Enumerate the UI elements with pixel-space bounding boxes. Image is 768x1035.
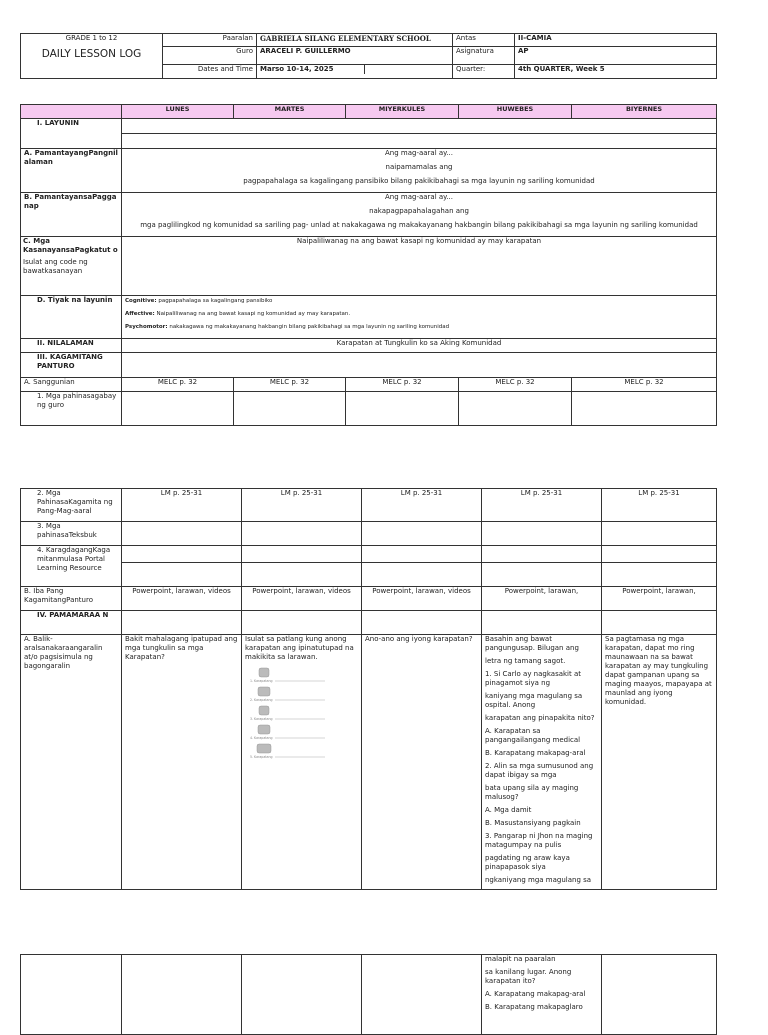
melc-biyernes: MELC p. 32 bbox=[572, 378, 717, 392]
lesson-table-1 bbox=[20, 104, 717, 426]
pamamaraan-huwebes bbox=[482, 611, 602, 635]
karagdagan2-biyernes bbox=[602, 563, 717, 587]
tiyak-na-layunin bbox=[122, 296, 717, 339]
huwebes-line-10: A. Mga damit bbox=[485, 806, 532, 814]
quarter-value: 4th QUARTER, Week 5 bbox=[515, 65, 717, 79]
gabay-lunes bbox=[122, 392, 234, 426]
balik-aral-biyernes: Sa pagtamasa ng mga karapatan, dapat mo ring maunawaan na sa bawat karapatan ay may tungkuling dapat gampanan upang sa maging maayos, mapayapa at maunlad ang iyong komunidad. bbox=[602, 635, 717, 890]
affective-label: Affective: bbox=[125, 311, 155, 317]
lm-lunes: LM p. 25-31 bbox=[122, 489, 242, 522]
gabay-huwebes bbox=[459, 392, 572, 426]
layunin-label: I. LAYUNIN bbox=[21, 119, 122, 149]
a-line-1: Ang mag-aaral ay... bbox=[385, 149, 453, 157]
sanggunian-label: A. Sanggunian bbox=[21, 378, 122, 392]
p3-huwebes-line-2: sa kanilang lugar. Anong karapatan ito? bbox=[485, 968, 572, 985]
martes-line-3: 3. Karapatang bbox=[250, 717, 273, 721]
pamamaraan-miyerkules bbox=[362, 611, 482, 635]
paaralan-label: Paaralan bbox=[163, 34, 257, 47]
school-name: GABRIELA SILANG ELEMENTARY SCHOOL bbox=[257, 34, 453, 47]
balik-aral-lunes: Bakit mahalagang ipatupad ang mga tungkulin sa mga Karapatan? bbox=[122, 635, 242, 890]
teksbuk-label: 3. Mga pahinasaTeksbuk bbox=[21, 522, 122, 546]
header-table bbox=[20, 33, 717, 79]
karagdagan-label: 4. KaragdagangKaga mitanmulasa Portal Learning Resource bbox=[21, 546, 122, 587]
teacher-name: ARACELI P. GUILLERMO bbox=[257, 47, 453, 65]
huwebes-line-13: pagdating ng araw kaya pinapapasok siya bbox=[485, 854, 570, 871]
huwebes-line-1: Basahin ang bawat pangungusap. Bilugan ang bbox=[485, 635, 579, 652]
huwebes-line-2: letra ng tamang sagot. bbox=[485, 657, 566, 665]
iba-lunes: Powerpoint, larawan, videos bbox=[122, 587, 242, 611]
huwebes-line-14: ngkaniyang mga magulang sa bbox=[485, 876, 592, 884]
guro-label: Guro bbox=[163, 47, 257, 65]
cognitive-label: Cognitive: bbox=[125, 298, 157, 304]
p3-martes bbox=[242, 955, 362, 1035]
layunin-blank-1 bbox=[122, 119, 717, 134]
gabay-guro-label: 1. Mga pahinasagabay ng guro bbox=[21, 392, 122, 426]
huwebes-line-9: bata upang sila ay maging malusog? bbox=[485, 784, 579, 801]
karagdagan2-lunes bbox=[122, 563, 242, 587]
karagdagan2-miyerkules bbox=[362, 563, 482, 587]
a-line-3: pagpapahalaga sa kagalingang pansibiko bilang pakikibahagi sa mga layunin ng sariling komunidad bbox=[243, 177, 595, 185]
martes-line-1: 1. Karapatang bbox=[250, 679, 273, 683]
teksbuk-huwebes bbox=[482, 522, 602, 546]
p3-huwebes-line-1: malapit na paaralan bbox=[485, 955, 556, 963]
karagdagan-martes bbox=[242, 546, 362, 563]
pamantayan-sa-pagganap bbox=[122, 193, 717, 237]
lm-biyernes: LM p. 25-31 bbox=[602, 489, 717, 522]
teksbuk-biyernes bbox=[602, 522, 717, 546]
huwebes-line-5: karapatan ang pinapakita nito? bbox=[485, 714, 595, 722]
asignatura-label: Asignatura bbox=[453, 47, 515, 65]
iba-pang-kagamitan-label: B. Iba Pang KagamitangPanturo bbox=[21, 587, 122, 611]
gabay-martes bbox=[234, 392, 346, 426]
affective-text: Naipaliliwanag na ang bawat kasapi ng komunidad ay may karapatan. bbox=[156, 311, 351, 317]
karapatan-illustration bbox=[247, 666, 327, 766]
kagamitan-label: III. KAGAMITANG PANTURO bbox=[21, 353, 122, 378]
b-line-1: Ang mag-aaral ay... bbox=[385, 193, 453, 201]
melc-martes: MELC p. 32 bbox=[234, 378, 346, 392]
melc-lunes: MELC p. 32 bbox=[122, 378, 234, 392]
cognitive-text: pagpapahalaga sa kagalingang pansibiko bbox=[158, 298, 273, 304]
teksbuk-martes bbox=[242, 522, 362, 546]
huwebes-line-4: kaniyang mga magulang sa ospital. Anong bbox=[485, 692, 583, 709]
pamamaraan-label: IV. PAMAMARAA N bbox=[21, 611, 122, 635]
gabay-biyernes bbox=[572, 392, 717, 426]
martes-line-4: 4. Karapatang bbox=[250, 736, 273, 740]
p3-huwebes bbox=[482, 955, 602, 1035]
a-line-2: naipamamalas ang bbox=[385, 163, 453, 171]
martes-line-5: 5. Karapatang bbox=[250, 755, 273, 759]
kagamitan-blank bbox=[122, 353, 717, 378]
p3-biyernes bbox=[602, 955, 717, 1035]
p3-label bbox=[21, 955, 122, 1035]
huwebes-line-8: 2. Alin sa mga sumusunod ang dapat ibigay sa mga bbox=[485, 762, 594, 779]
kasanayan-code-note: Isulat ang code ng bawatkasanayan bbox=[23, 258, 88, 275]
page-title: DAILY LESSON LOG bbox=[21, 47, 163, 79]
balik-aral-huwebes bbox=[482, 635, 602, 890]
day-header-biyernes: BIYERNES bbox=[572, 105, 717, 119]
karagdagan-biyernes bbox=[602, 546, 717, 563]
lesson-table-2 bbox=[20, 488, 717, 890]
gabay-miyerkules bbox=[346, 392, 459, 426]
lm-huwebes: LM p. 25-31 bbox=[482, 489, 602, 522]
balik-aral-label: A. Balik- aralsanakaraangaralin at/o pagsisimula ng bagongaralin bbox=[21, 635, 122, 890]
iba-biyernes: Powerpoint, larawan, bbox=[602, 587, 717, 611]
karagdagan2-martes bbox=[242, 563, 362, 587]
grade-label: GRADE 1 to 12 bbox=[21, 34, 163, 47]
karagdagan2-huwebes bbox=[482, 563, 602, 587]
iba-huwebes: Powerpoint, larawan, bbox=[482, 587, 602, 611]
p3-miyerkules bbox=[362, 955, 482, 1035]
quarter-label: Quarter: bbox=[453, 65, 515, 79]
dates-label: Dates and Time bbox=[163, 65, 257, 79]
iba-miyerkules: Powerpoint, larawan, videos bbox=[362, 587, 482, 611]
martes-line-2: 2. Karapatang bbox=[250, 698, 273, 702]
grade-section: II-CAMIA bbox=[515, 34, 717, 47]
pamamaraan-martes bbox=[242, 611, 362, 635]
pamamaraan-lunes bbox=[122, 611, 242, 635]
p3-lunes bbox=[122, 955, 242, 1035]
iba-martes: Powerpoint, larawan, videos bbox=[242, 587, 362, 611]
day-header-lunes: LUNES bbox=[122, 105, 234, 119]
pamamaraan-biyernes bbox=[602, 611, 717, 635]
teksbuk-lunes bbox=[122, 522, 242, 546]
pamantayang-pangnilalaman bbox=[122, 149, 717, 193]
huwebes-line-12: 3. Pangarap ni Jhon na maging matagumpay na pulis bbox=[485, 832, 593, 849]
corner-cell bbox=[21, 105, 122, 119]
lm-miyerkules: LM p. 25-31 bbox=[362, 489, 482, 522]
dates-cell bbox=[257, 65, 453, 79]
huwebes-line-6: A. Karapatan sa pangangailangang medical bbox=[485, 727, 581, 744]
b-line-3: mga paglilingkod ng komunidad sa sariling pag- unlad at nakakagawa ng makakayanang hakbangin bilang pakikibahagi sa mga layunin ng sariling komunidad bbox=[140, 221, 698, 229]
p3-huwebes-line-3: A. Karapatang makapag-aral bbox=[485, 990, 586, 998]
kasanayan-label: C. Mga KasanayansaPagkatut o bbox=[23, 237, 118, 254]
melc-huwebes: MELC p. 32 bbox=[459, 378, 572, 392]
dates-value: Marso 10-14, 2025 bbox=[257, 65, 365, 74]
kasanayan-cell bbox=[21, 237, 122, 296]
p3-huwebes-line-4: B. Karapatang makapaglaro bbox=[485, 1003, 583, 1011]
dates-blank bbox=[365, 65, 452, 74]
nilalaman-label: II. NILALAMAN bbox=[21, 339, 122, 353]
balik-aral-miyerkules: Ano-ano ang iyong karapatan? bbox=[362, 635, 482, 890]
teksbuk-miyerkules bbox=[362, 522, 482, 546]
kasanayan-text: Naipaliliwanag na ang bawat kasapi ng komunidad ay may karapatan bbox=[122, 237, 717, 296]
pamantayang-pangnilalaman-label: A. PamantayangPangnil alaman bbox=[21, 149, 122, 193]
lesson-table-3 bbox=[20, 954, 717, 1035]
pamantayan-sa-pagganap-label: B. PamantayansaPagga nap bbox=[21, 193, 122, 237]
lm-label: 2. Mga PahinasaKagamita ng Pang-Mag-aaral bbox=[21, 489, 122, 522]
martes-instruction: Isulat sa patlang kung anong karapatan ang ipinatutupad na makikita sa larawan. bbox=[245, 635, 354, 661]
nilalaman-text: Karapatan at Tungkulin ko sa Aking Komunidad bbox=[122, 339, 717, 353]
huwebes-line-7: B. Karapatang makapag-aral bbox=[485, 749, 586, 757]
psychomotor-text: nakakagawa ng makakayanang hakbangin bilang pakikibahagi sa mga layunin ng sariling komunidad bbox=[169, 324, 450, 330]
tiyak-na-layunin-label: D. Tiyak na layunin bbox=[21, 296, 122, 339]
psychomotor-label: Psychomotor: bbox=[125, 324, 168, 330]
day-header-huwebes: HUWEBES bbox=[459, 105, 572, 119]
karagdagan-lunes bbox=[122, 546, 242, 563]
layunin-blank-2 bbox=[122, 134, 717, 149]
subject-value: AP bbox=[515, 47, 717, 65]
b-line-2: nakapagpapahalagahan ang bbox=[369, 207, 469, 215]
karagdagan-huwebes bbox=[482, 546, 602, 563]
huwebes-line-11: B. Masustansiyang pagkain bbox=[485, 819, 581, 827]
antas-label: Antas bbox=[453, 34, 515, 47]
lm-martes: LM p. 25-31 bbox=[242, 489, 362, 522]
karagdagan-miyerkules bbox=[362, 546, 482, 563]
day-header-martes: MARTES bbox=[234, 105, 346, 119]
balik-aral-martes bbox=[242, 635, 362, 890]
melc-miyerkules: MELC p. 32 bbox=[346, 378, 459, 392]
day-header-miyerkules: MIYERKULES bbox=[346, 105, 459, 119]
huwebes-line-3: 1. Si Carlo ay nagkasakit at pinagamot siya ng bbox=[485, 670, 582, 687]
